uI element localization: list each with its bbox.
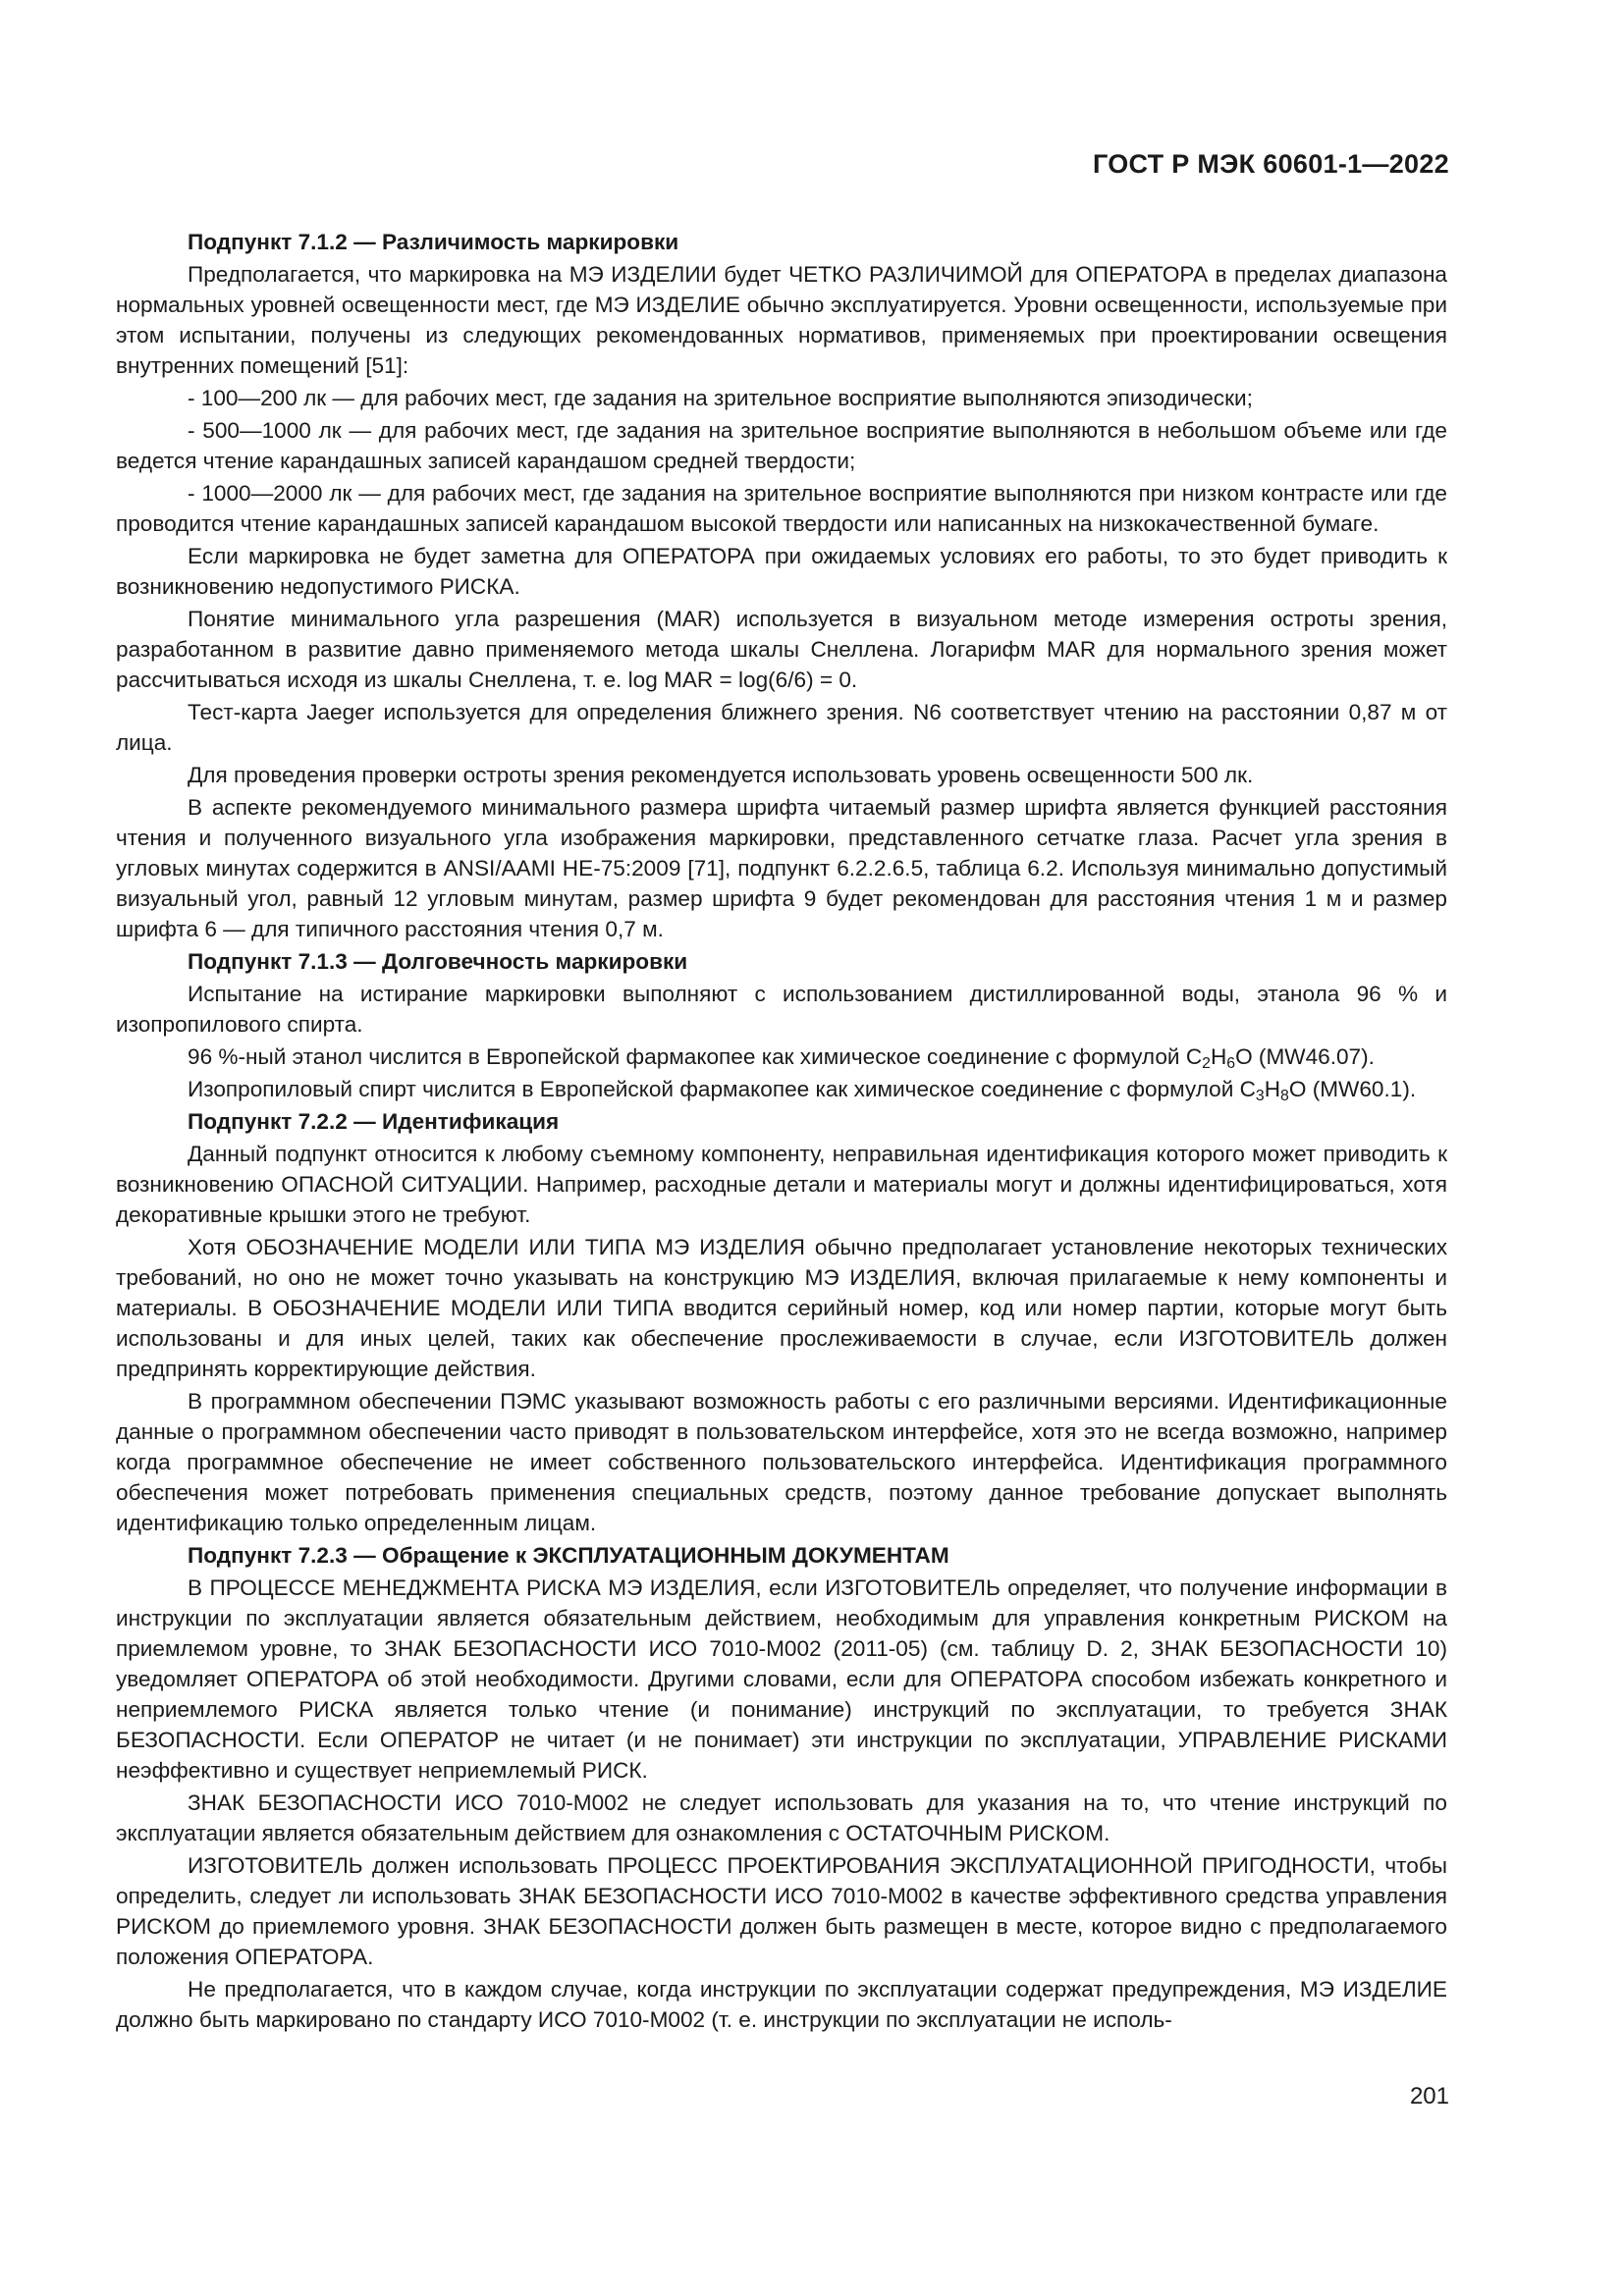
formula-text: (MW60.1). (1306, 1077, 1417, 1101)
formula-text: H (1264, 1077, 1281, 1101)
standard-code: ГОСТ Р МЭК 60601-1—2022 (1092, 149, 1449, 179)
paragraph: В аспекте рекомендуемого минимального размера шрифта читаемый размер шрифта является функцией расстояния чтения и полученного визуального угла изображения маркировки, представленного сетчатке глаза. Расчет угла зрения в угловых минутах содержится в ANSI/AAMI HE-75:2009 [71], подпункт 6.2.2.6.5, таблица 6.2. Используя минимально допустимый визуальный угол, равный 12 угловым минутам, размер шрифта 9 будет рекомендован для расстояния чтения 1 м и размер шрифта 6 — для типичного расстояния чтения 0,7 м. (116, 795, 1447, 941)
list-item: - 500—1000 лк — для рабочих мест, где задания на зрительное восприятие выполняются в небольшом объеме или где ведется чтение карандашных записей карандашом средней твердости; (116, 418, 1447, 473)
paragraph: Тест-карта Jaeger используется для определения ближнего зрения. N6 соответствует чтению на расстоянии 0,87 м от лица. (116, 700, 1447, 755)
paragraph-isopropanol-formula (116, 1074, 1447, 1104)
formula-subscript: 8 (1280, 1087, 1289, 1104)
paragraph: ИЗГОТОВИТЕЛЬ должен использовать ПРОЦЕСС ПРОЕКТИРОВАНИЯ ЭКСПЛУАТАЦИОННОЙ ПРИГОДНОСТИ, чтобы определить, следует ли использовать ЗНАК БЕЗОПАСНОСТИ ИСО 7010-M002 в качестве эффективного средства управления РИСКОМ до приемлемого уровня. ЗНАК БЕЗОПАСНОСТИ должен быть размещен в месте, которое видно с предполагаемого положения ОПЕРАТОРА. (116, 1853, 1447, 1969)
section-heading-7-1-2: Подпункт 7.1.2 — Различимость маркировки (188, 230, 679, 254)
paragraph: Не предполагается, что в каждом случае, когда инструкции по эксплуатации содержат предупреждения, МЭ ИЗДЕЛИЕ должно быть маркировано по стандарту ИСО 7010-M002 (т. е. инструкции по эксплуатации не исполь- (116, 1977, 1447, 2032)
paragraph: Предполагается, что маркировка на МЭ ИЗДЕЛИИ будет ЧЕТКО РАЗЛИЧИМОЙ для ОПЕРАТОРА в пределах диапазона нормальных уровней освещенности мест, где МЭ ИЗДЕЛИЕ обычно эксплуатируется. Уровни освещенности, используемые при этом испытании, получены из следующих рекомендованных нормативов, применяемых при проектировании освещения внутренних помещений [51]: (116, 262, 1447, 378)
formula-subscript: 6 (1226, 1054, 1236, 1072)
paragraph-ethanol-formula (116, 1041, 1447, 1072)
paragraph: Хотя ОБОЗНАЧЕНИЕ МОДЕЛИ ИЛИ ТИПА МЭ ИЗДЕЛИЯ обычно предполагает установление некоторых технических требований, но оно не может точно указывать на конструкцию МЭ ИЗДЕЛИЯ, включая прилагаемые к нему компоненты и материалы. В ОБОЗНАЧЕНИЕ МОДЕЛИ ИЛИ ТИПА вводится серийный номер, код или номер партии, которые могут быть использованы и для иных целей, таких как обеспечение прослеживаемости в случае, если ИЗГОТОВИТЕЛЬ должен предпринять корректирующие действия. (116, 1235, 1447, 1381)
list-item: - 100—200 лк — для рабочих мест, где задания на зрительное восприятие выполняются эпизодически; (188, 386, 1253, 410)
formula-text: H (1210, 1044, 1227, 1069)
list-item: - 1000—2000 лк — для рабочих мест, где задания на зрительное восприятие выполняются при низком контрасте или где проводится чтение карандашных записей карандашом высокой твердости или написанных на низкокачественной бумаге. (116, 481, 1447, 536)
formula-subscript: 2 (1202, 1054, 1211, 1072)
paragraph: Понятие минимального угла разрешения (MAR) используется в визуальном методе измерения остроты зрения, разработанном в развитие давно применяемого метода шкалы Снеллена. Логарифм MAR для нормального зрения может рассчитываться исходя из шкалы Снеллена, т. е. log MAR = log(6/6) = 0. (116, 607, 1447, 692)
document-body (116, 226, 1447, 2037)
paragraph: Данный подпункт относится к любому съемному компоненту, неправильная идентификация которого может приводить к возникновению ОПАСНОЙ СИТУАЦИИ. Например, расходные детали и материалы могут и должны идентифицироваться, хотя декоративные крышки этого не требуют. (116, 1142, 1447, 1227)
paragraph: ЗНАК БЕЗОПАСНОСТИ ИСО 7010-M002 не следует использовать для указания на то, что чтение инструкций по эксплуатации является обязательным действием для ознакомления с ОСТАТОЧНЫМ РИСКОМ. (116, 1790, 1447, 1845)
page-number: 201 (1409, 2083, 1449, 2109)
formula-text: Изопропиловый спирт числится в Европейской фармакопее как химическое соединение с формулой C (188, 1077, 1256, 1101)
paragraph: Для проведения проверки остроты зрения рекомендуется использовать уровень освещенности 500 лк. (188, 763, 1254, 787)
formula-subscript: 3 (1255, 1087, 1265, 1104)
formula-text: (MW46.07). (1252, 1044, 1375, 1069)
section-heading-7-2-2: Подпункт 7.2.2 — Идентификация (188, 1109, 560, 1134)
paragraph: Испытание на истирание маркировки выполняют с использованием дистиллированной воды, этанола 96 % и изопропилового спирта. (116, 982, 1447, 1037)
paragraph: В ПРОЦЕССЕ МЕНЕДЖМЕНТА РИСКА МЭ ИЗДЕЛИЯ, если ИЗГОТОВИТЕЛЬ определяет, что получение информации в инструкции по эксплуатации является обязательным действием, необходимым для управления конкретным РИСКОМ на приемлемом уровне, то ЗНАК БЕЗОПАСНОСТИ ИСО 7010-M002 (2011-05) (см. таблицу D. 2, ЗНАК БЕЗОПАСНОСТИ 10) уведомляет ОПЕРАТОРА об этой необходимости. Другими словами, если для ОПЕРАТОРА способом избежать конкретного и неприемлемого РИСКА является только чтение (и понимание) инструкций по эксплуатации, то требуется ЗНАК БЕЗОПАСНОСТИ. Если ОПЕРАТОР не читает (и не понимает) эти инструкции по эксплуатации, УПРАВЛЕНИЕ РИСКАМИ неэффективно и существует неприемлемый РИСК. (116, 1575, 1447, 1783)
section-heading-7-1-3: Подпункт 7.1.3 — Долговечность маркировки (188, 949, 688, 974)
formula-text: O (1235, 1044, 1253, 1069)
section-heading-7-2-3: Подпункт 7.2.3 — Обращение к ЭКСПЛУАТАЦИОННЫМ ДОКУМЕНТАМ (188, 1543, 949, 1568)
paragraph: В программном обеспечении ПЭМС указывают возможность работы с его различными версиями. Идентификационные данные о программном обеспечении часто приводят в пользовательском интерфейсе, хотя это не всегда возможно, например когда программное обеспечение не имеет собственного пользовательского интерфейса. Идентификация программного обеспечения может потребовать применения специальных средств, поэтому данное требование допускает выполнять идентификацию только определенным лицам. (116, 1389, 1447, 1535)
formula-text: O (1288, 1077, 1307, 1101)
paragraph: Если маркировка не будет заметна для ОПЕРАТОРА при ожидаемых условиях его работы, то это будет приводить к возникновению недопустимого РИСКА. (116, 544, 1447, 599)
formula-text: 96 %-ный этанол числится в Европейской фармакопее как химическое соединение с формулой C (188, 1044, 1203, 1069)
